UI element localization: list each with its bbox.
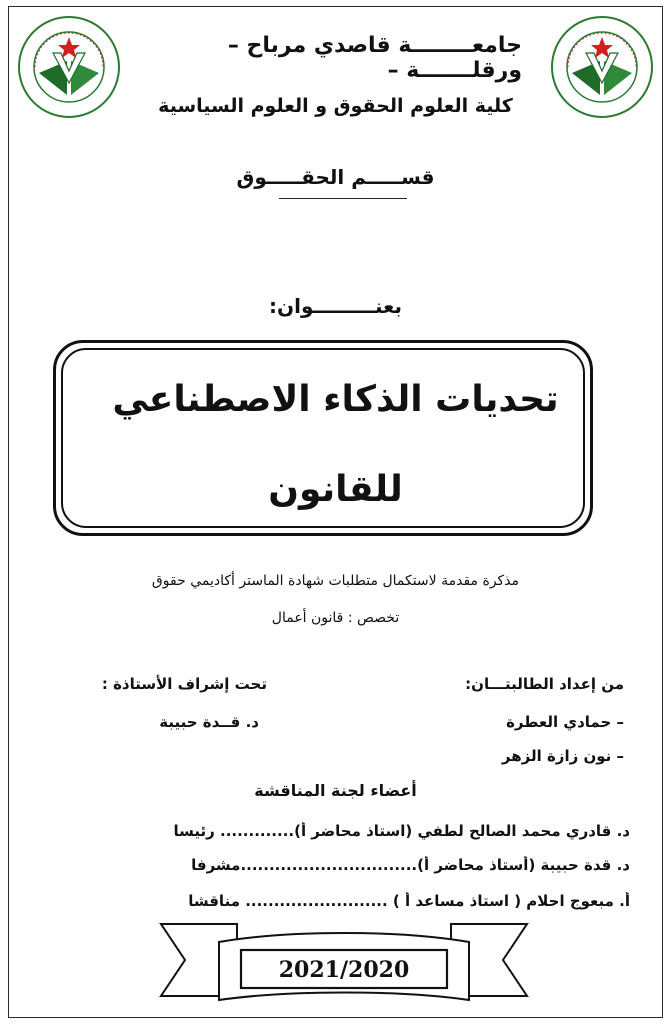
supervisor-label: تحت إشراف الأستاذة : — [101, 675, 267, 693]
students-label: من إعداد الطالبتـــان: — [465, 675, 624, 693]
academic-year: 2021/2020 — [278, 957, 410, 983]
supervisor-name: د. قــدة حبيبة — [159, 713, 259, 731]
student-name: – حمادي العطرة — [506, 713, 624, 731]
specialty: تخصص : قانون أعمال — [271, 610, 400, 626]
department-underline — [279, 198, 407, 199]
committee-member: د. قادري محمد الصالح لطفي (استاذ محاضر أ)............. رئيسا — [173, 822, 630, 840]
committee-member: أ. مبعوج احلام ( استاذ مساعد أ ) ......................... مناقشا — [188, 892, 630, 910]
document-page — [8, 6, 663, 1018]
department-name: قســـــم الحقـــــوق — [236, 165, 435, 189]
title-label: بعنـــــــــوان: — [269, 294, 402, 318]
committee-title: أعضاء لجنة المناقشة — [254, 781, 417, 800]
memo-description: مذكرة مقدمة لاستكمال متطلبات شهادة الماستر أكاديمي حقوق — [151, 573, 520, 589]
thesis-title-line2: للقانون — [268, 469, 403, 510]
university-name: جامعــــــــة قاصدي مرباح – ورقلـــــــة – — [227, 33, 522, 83]
faculty-name: كلية العلوم الحقوق و العلوم السياسية — [158, 95, 513, 117]
thesis-title-line1: تحديات الذكاء الاصطناعي — [112, 379, 559, 420]
student-name: – نون زازة الزهر — [501, 747, 624, 765]
committee-member: د. قدة حبيبة (أستاذ محاضر أ)...............................مشرفا — [191, 856, 630, 874]
